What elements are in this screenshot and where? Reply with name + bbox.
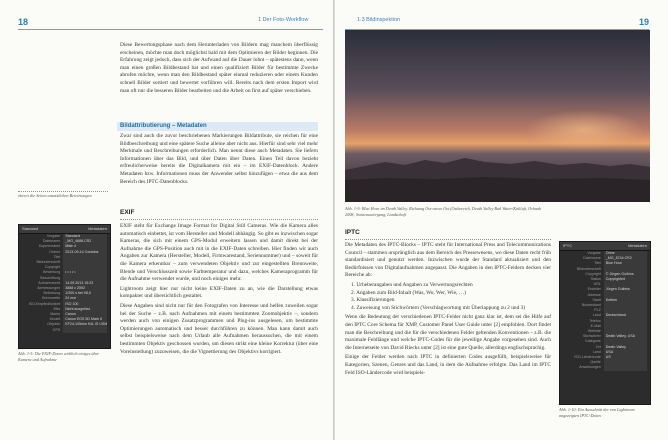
mountain-silhouette xyxy=(345,132,650,202)
panel-caption: Abb. 1-5: Die EXIF-Daten wirklich einiges über Kamera und Aufnahme xyxy=(18,351,100,362)
panel-row-value[interactable]: 2013-09-14 Cordoba xyxy=(63,250,107,255)
caption-divider xyxy=(18,191,108,192)
panel-row-value[interactable]: Nicht ausgelöst xyxy=(63,307,107,312)
panel-row-value[interactable]: Copyrighted xyxy=(604,277,647,282)
header-rule xyxy=(18,29,323,30)
panel-row-label: Bildunterschrift xyxy=(36,260,61,265)
intro-text: Diese Bewertungsphase nach dem Herunterladen von Bildern mag manchem überflüssig erscheinen, möchte man doch möglichst bald mit dem Optimieren der Bilder beginnen. Die Erfahrung zeigt jedoch, dass sich der Aufwand auf die Dauer lohnt – spätestens dann, wenn man einen großen Bildbestand hat und einen qualifiziert Bilder für bestimmte Zwecke abrufen möchte, wenn man den Bildbestand später einmal reduzieren oder einem Kunden schnell Bilder sortiert und bewertet vorführen will. Bereits nach dem ersten Import wird man oft nur die besseren Bilder bearbeiten und die Arbeit on first auf später verschieben. xyxy=(120,42,318,94)
panel-row-label: Telefon xyxy=(589,318,601,323)
exif-text: EXIF steht für Exchange Image Format for Digital Still Cameras. Wie die Kamera alles automatisch einbettet, ist vom Hersteller und Modell abhängig. So gibt es inzwischen sogar Kameras, die sich mit einem GPS-Modul erweitern lassen und damit direkt bei der Aufnahme die GPS-Position auch mit in die EXIF-Daten schreiben. Hier finden wir auch Angaben zur Kamera (Hersteller, Modell, Firmwarestand, Seriennummer) und – soweit für die Kamera erkennbar – zum verwendeten Objektiv und zur eingestellten Brennweite, Blende und Verschlusszeit sowie Farbtemperatur und dazu, welches Kameraprogramm für die Aufnahme verwendet wurde, und noch einiges mehr. xyxy=(120,223,318,283)
panel-row-label: Objektiv xyxy=(47,322,61,327)
panel-row-value[interactable]: Deutschland xyxy=(604,313,647,318)
intro-paragraph xyxy=(120,42,318,97)
panel-row-label: URL xyxy=(593,282,601,287)
panel-row-value[interactable]: _MG_8744.CR2 xyxy=(604,256,647,261)
panel-title-bar xyxy=(19,225,110,234)
panel-row xyxy=(19,328,110,333)
panel-row-label: Titel xyxy=(594,261,601,266)
death-valley-photo xyxy=(345,30,650,202)
panel-title-bar xyxy=(560,242,650,251)
panel-preset[interactable]: IPTC xyxy=(563,243,573,248)
panel-row-label: E-Mail xyxy=(590,323,601,328)
panel-row-value[interactable]: © Jürgen Gulbins xyxy=(604,272,647,277)
panel-row-value[interactable]: _MG_4688.CR2 xyxy=(63,239,107,244)
panel-row-label: Kategorie xyxy=(585,339,601,344)
panel-row-label: Land xyxy=(592,349,601,354)
left-page xyxy=(0,0,333,440)
panel-row-value[interactable]: EF24-105mm f/4L IS USM xyxy=(65,322,107,327)
panel-row-label: Stadt xyxy=(592,297,601,302)
panel-row-label: PLZ xyxy=(594,308,601,313)
panel-row-label: Copyright xyxy=(585,271,601,276)
panel-rows xyxy=(19,234,110,333)
panel-row-label: Kopieername xyxy=(38,244,61,249)
heading-metadata: Bildattributierung – Metadaten xyxy=(117,122,318,131)
panel-row-value[interactable]: 14.09.2013 15:23 xyxy=(63,281,107,286)
panel-row-label: Blitz xyxy=(53,306,61,311)
panel-row-label: Vorgabe xyxy=(587,251,601,255)
photo-caption: Abb. 1-9: Blue Hour im Death Valley. Richtung Ost-ostwo Ost (Ostbereich, Death Valley Bad Water/Kaltluft, Orbaub 2008; Sonnenuntergang, Landschaft xyxy=(345,206,542,217)
iptc-text-3: Einige der Felder werden nach IPTC in definierten Codes ausgefüllt, beispielsweise für Kategorien, Szenen, Genres und das Land, in dem die Aufnahme erfolgte. Das Land im IPTC Feld ISO-Ländercode wird beispiels- xyxy=(345,354,551,376)
panel-row-label: Anweisungen xyxy=(579,365,601,370)
panel-row-label: Beschriftung xyxy=(40,275,61,280)
panel-row-value[interactable]: Death Valley xyxy=(604,345,647,350)
left-page-header xyxy=(0,0,333,28)
panel-row-label: Dateiname xyxy=(42,239,61,244)
panel-row-label: Copyright xyxy=(44,265,61,270)
heading-iptc: IPTC xyxy=(345,229,360,236)
metadata-paragraph xyxy=(120,133,318,188)
iptc-list-item: 2. Angaben zum Bild-Inhalt (Was, Wo, Wer, Wie, …) xyxy=(351,289,466,296)
panel-row-label: Modell xyxy=(49,317,61,322)
panel-row-value[interactable]: 1/200 s bei f/8,0 xyxy=(63,291,107,296)
panel-row-label: Ordner xyxy=(49,249,61,254)
iptc-metadata-panel xyxy=(559,241,651,405)
metadata-text: Zwar sind auch die zuvor beschriebenen Markierungen Bildattribute, sie reichen für eine Bildbeschreibung und eine spätere Suche alleine aber nicht aus. Hierfür sind sehr viel mehr Merkmale und Beschreibungen erforderlich. Man nennt diese auch Metadaten. Sie liefern Informationen über das Bild, und über Daten über Daten. Einen Teil davon bezieht erfreulicherweise bereits die Digitalkamera mit ein – im EXIF-Datenblock. Andere Metadaten bzw. Informationen muss der Anwender selbst hinzufügen – etwa die aus dem Bereich des IPTC-Datenblocks. xyxy=(120,133,318,185)
panel-row-value[interactable]: Keltern xyxy=(604,298,647,303)
iptc-list-item: 4. Zuweisung von Stichwörtern (Verschlagwortung mit Überlappung zu 2 und 3) xyxy=(351,304,526,311)
panel-row-value[interactable]: Standard xyxy=(63,234,107,239)
panel-row-label: Website xyxy=(587,329,601,334)
panel-row-label: ISO-Ländercode xyxy=(574,355,601,360)
panel-row-label: Stichwörter xyxy=(582,334,601,339)
panel-row-value[interactable]: Ohne xyxy=(604,251,647,256)
panel-row-label: Quelle xyxy=(590,360,601,365)
panel-row-label: Vorgabe xyxy=(46,234,61,238)
panel-row-label: Ersteller xyxy=(587,287,601,292)
exif-metadata-panel xyxy=(18,224,111,349)
page-number: 18 xyxy=(18,17,29,27)
panel-row-label: Belichtung xyxy=(43,291,61,296)
panel-rows xyxy=(560,251,650,371)
iptc-text-2: Wenn die Bedeutung der verschiedenen IPTC-Felder nicht ganz klar ist, dem sei die Hilfe auf den IPTC Core Schema für XMP, Customer Panel User Guide unter [2] empfohlen. Dort findet man die Beschreibung und die für die verschiedenen Felder geltenden Konventionen – z.B. die maximale Feldlänge und welche IPTC-Codes für die jeweilige Angabe vorgesehen sind. Auch die Internetseite von David Riecks unter [2] ist eine gute Quelle, allerdings englischsprachig. xyxy=(345,314,551,351)
panel-title: Metadaten xyxy=(628,243,647,248)
panel-row-label: Status xyxy=(590,277,601,282)
right-page xyxy=(335,0,668,440)
panel-row-label: Bildunterschrift xyxy=(577,266,601,271)
iptc-list-item: 1. Urheberangaben und Angaben zu Verwertungsrechten xyxy=(351,281,473,288)
panel-row-label: Bundesland xyxy=(581,303,601,308)
iptc-list xyxy=(351,282,551,312)
iptc-text: Die Metadaten des IPTC-Blocks – IPTC steht für International Press and Telecommunications Council – stammen ursprünglich aus dem Bereich des Pressewesens, wo diese Daten recht früh standardisiert und genutzt werden. Inzwischen wurde der Standard aktualisiert und den Bedürfnissen von Digitalaufnahmen angepasst. Die Angaben in den IPTC-Feldern decken vier Bereiche ab: xyxy=(345,242,551,279)
panel-row-label: Dateiname xyxy=(583,256,601,261)
panel-row-value[interactable]: Jürgen Gulbins xyxy=(604,287,647,292)
heading-exif: EXIF xyxy=(120,209,135,216)
panel-row-label: Titel xyxy=(53,254,61,259)
panel-row-label: Bewertung xyxy=(43,270,61,275)
panel-row-value[interactable]: ISO 100 xyxy=(63,302,107,307)
panel-row-value[interactable]: 24 mm xyxy=(63,296,107,301)
panel-row-label: Abmessungen xyxy=(37,286,61,291)
iptc-paragraph xyxy=(345,242,551,379)
panel-title: Metadaten xyxy=(88,226,107,231)
panel-row-label: GPS xyxy=(52,327,61,332)
iptc-divider xyxy=(345,239,551,240)
right-page-header xyxy=(335,0,668,28)
panel-row-value[interactable] xyxy=(604,365,647,370)
panel-row-label: ISO-Empfindlichkeit xyxy=(28,301,61,306)
panel-row xyxy=(560,365,650,370)
panel-row-value[interactable]: • • • • • xyxy=(63,270,107,275)
exif-paragraph xyxy=(120,223,318,358)
running-head: 1 Der Foto-Workflow xyxy=(258,17,309,23)
panel-row-value[interactable]: USA xyxy=(604,350,647,355)
panel-row-value[interactable]: US xyxy=(604,355,647,360)
panel-row-value[interactable]: Mitte 4 xyxy=(63,244,107,249)
panel-row-label: Aufnahmezeit xyxy=(38,280,61,285)
panel-row-value[interactable]: Canon xyxy=(63,312,107,317)
running-head: 1.3 Bildinspektion xyxy=(357,17,401,23)
panel-row-label: Adresse xyxy=(587,292,601,297)
exif-divider xyxy=(120,219,318,220)
panel-row-label: Ort xyxy=(595,344,601,349)
exif-text-3: Diese Angaben sind nicht nur für den Fotografen von Interesse und helfen zuweilen sogar bei der Suche – z.B. nach Aufnahmen mit einem bestimmten Zoomobjektiv –, sondern werden auch von einigen Zusatzprogrammen und Plug-ins ausgelesen, um bestimmte Optimierungen automatisch und besser durchführen zu können. Man kann damit auch selbst beispielsweise nach dem Urlaub alle Aufnahmen heraussuchen, die mit einem bestimmten Objektiv geschossen wurden, um diesen strikt eine kleine Korrektur (über eine Voreinstellung) zuzuweisen, die die Vignettierung des Objektivs korrigiert. xyxy=(120,302,318,355)
panel-row-value[interactable]: Blue Hour xyxy=(604,261,647,266)
exif-text-2: Lightroom zeigt hier nur nicht keine EXIF-Daten zu an, wie die Darstellung etwas kompakter und übersichtlich gestaltet. xyxy=(120,285,318,300)
side-caption-top: oberes die Seiten ansatzlichen Bewertungen xyxy=(18,193,92,198)
panel-caption: Abb. 1-10: Ein Ausschnitt der von Lightroom angezeigten IPTC-Daten xyxy=(559,407,635,418)
panel-preset[interactable]: Standard xyxy=(22,226,39,231)
panel-row-value[interactable]: Canon EOS 5D Mark II xyxy=(63,317,107,322)
panel-row-value[interactable] xyxy=(63,328,107,333)
page-number: 19 xyxy=(638,17,649,27)
panel-row-value[interactable]: Death Valley, USA xyxy=(604,334,647,339)
panel-row-value[interactable]: 3888 x 2592 xyxy=(63,286,107,291)
panel-row-label: Brennweite xyxy=(42,296,61,301)
panel-row-label: Marke xyxy=(50,312,61,317)
iptc-list-item: 3. Klassifizierungen xyxy=(351,297,395,304)
panel-row-label: Land xyxy=(592,313,601,318)
